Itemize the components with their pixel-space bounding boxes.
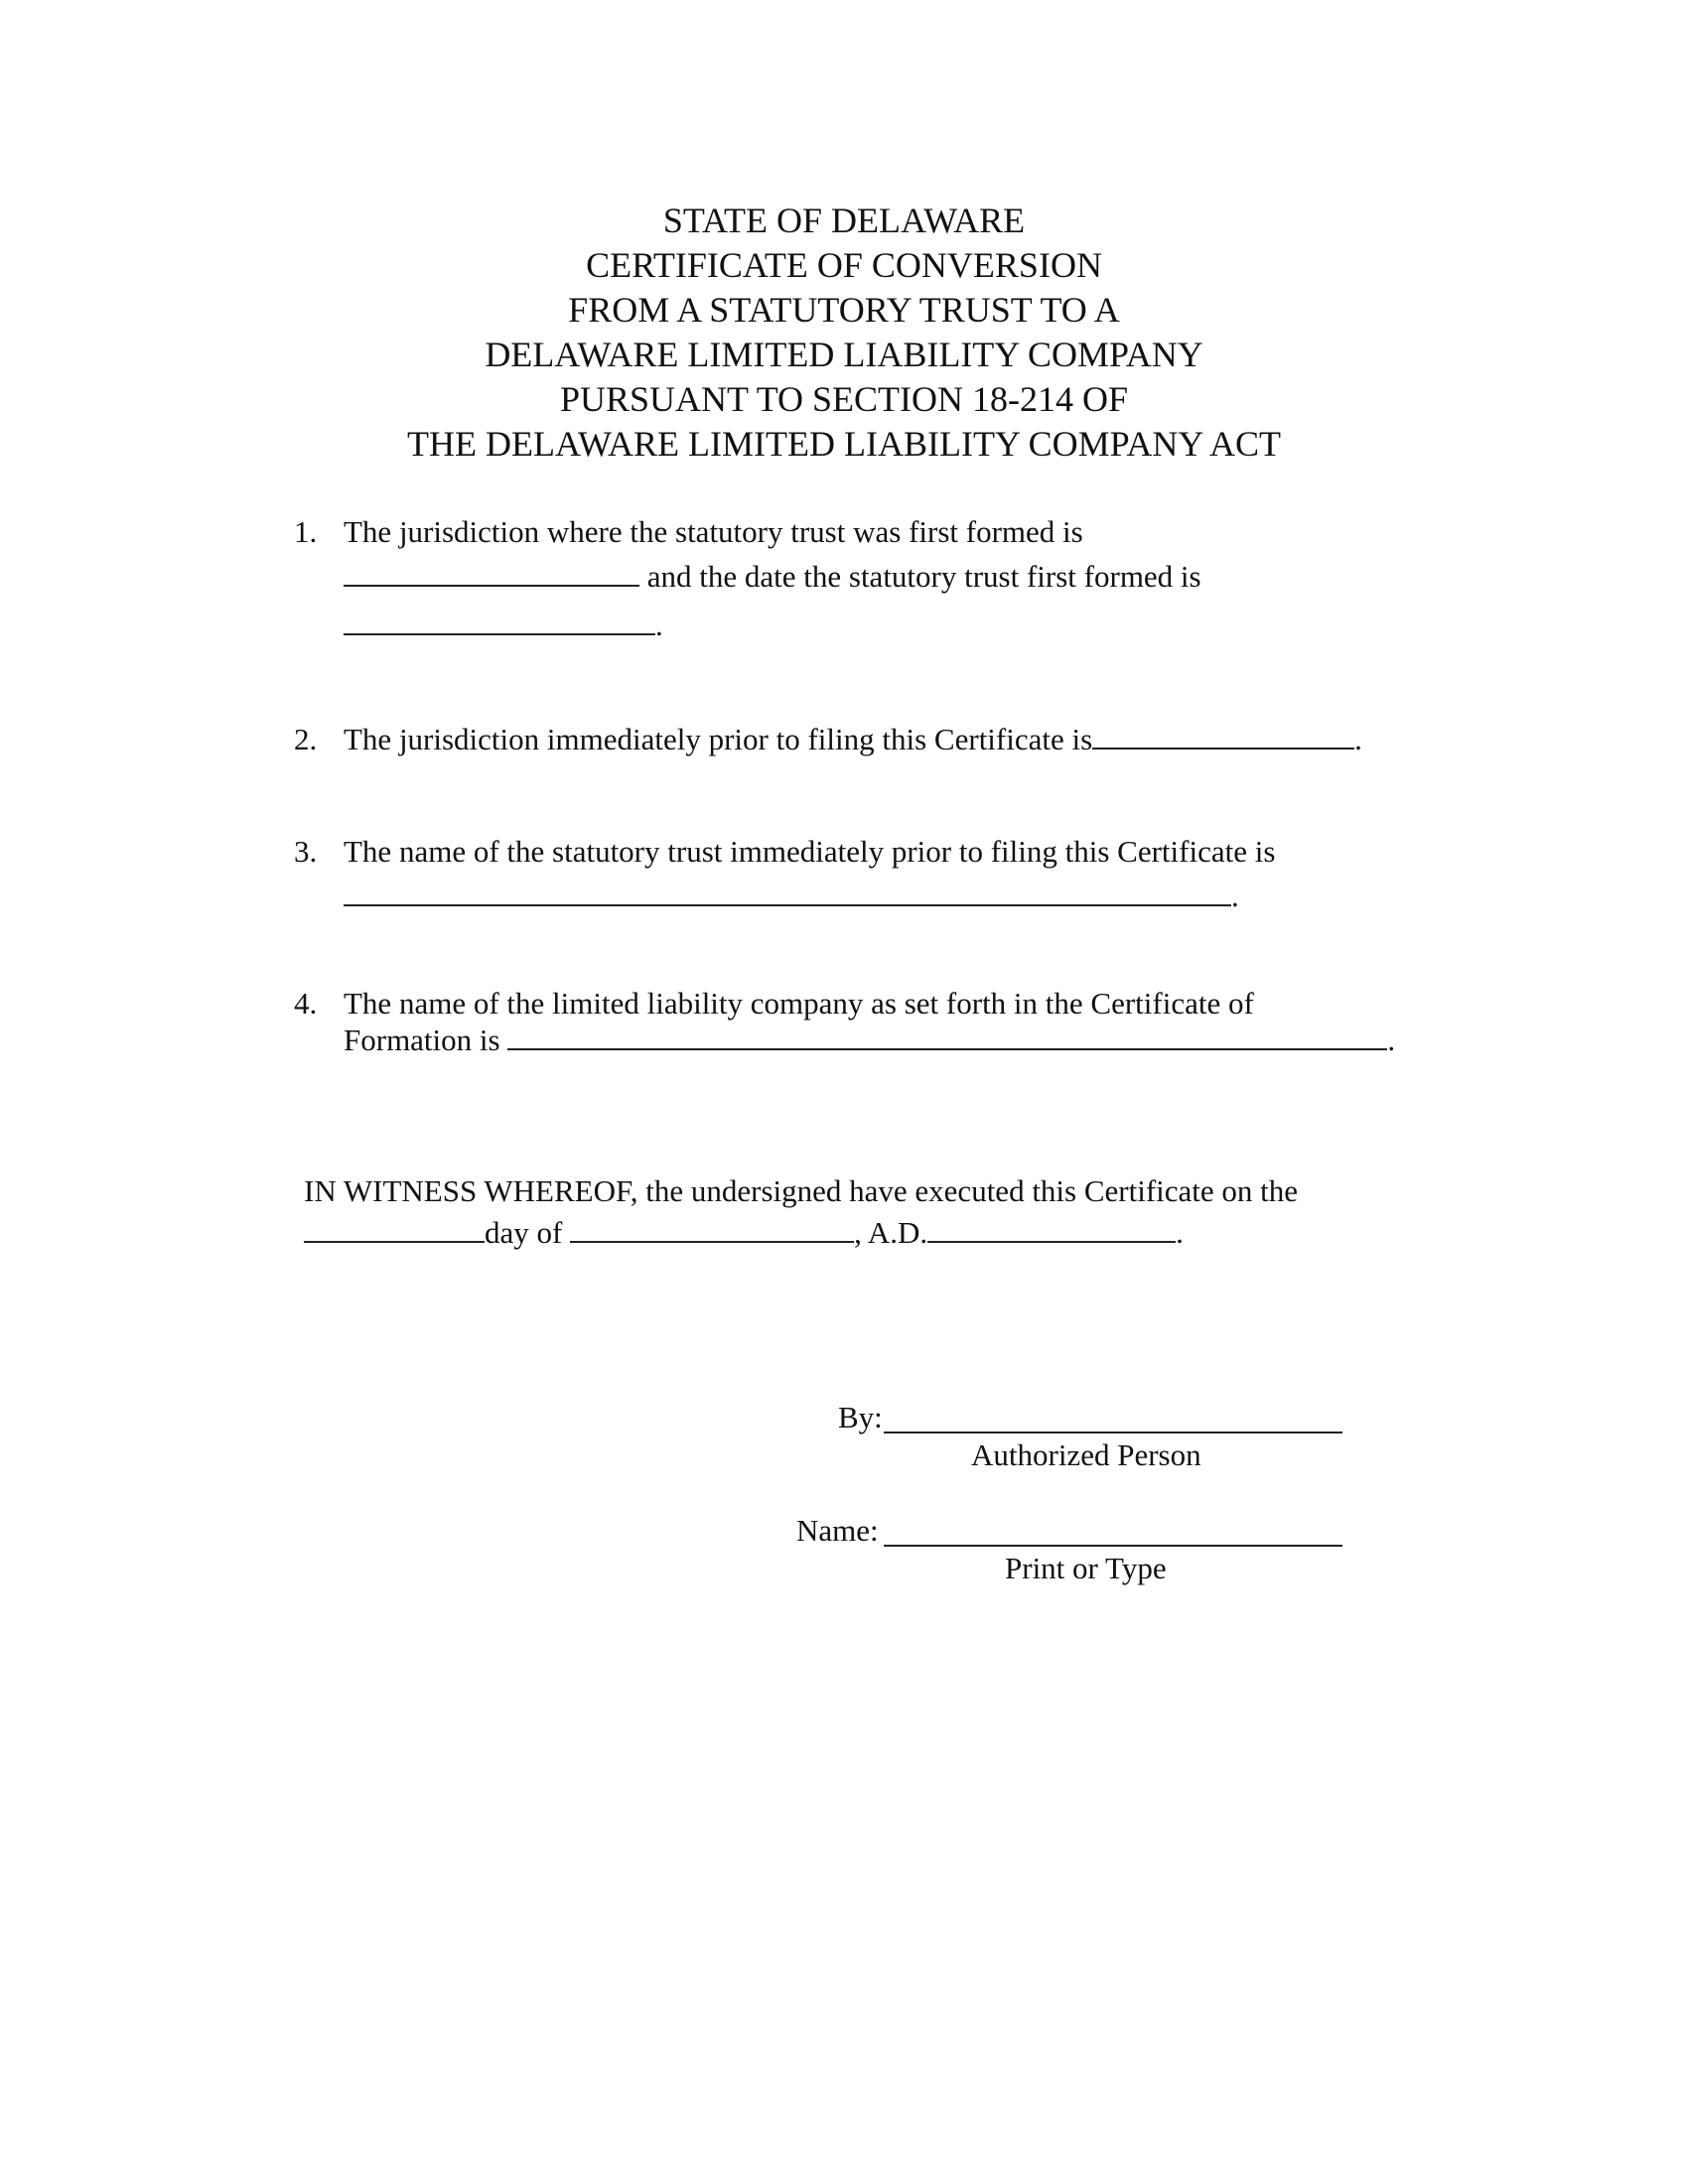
item-number: 1.: [294, 514, 318, 549]
by-label: By:: [838, 1400, 883, 1434]
month-blank[interactable]: [570, 1211, 854, 1243]
day-blank[interactable]: [304, 1211, 485, 1243]
witness-end: .: [1176, 1215, 1184, 1250]
item-4-line-1: The name of the limited liability company as set forth in the Certificate of: [344, 986, 1254, 1021]
item-2-text: The jurisdiction immediately prior to filing this Certificate is: [344, 722, 1093, 756]
item-4-line-2: [344, 1018, 1395, 1062]
title-line-from: FROM A STATUTORY TRUST TO A: [568, 290, 1120, 330]
title-line-company: DELAWARE LIMITED LIABILITY COMPANY: [485, 335, 1203, 374]
printed-name-line[interactable]: [884, 1545, 1342, 1547]
item-1-line-2: [344, 554, 1201, 599]
ad-text: , A.D.: [854, 1215, 928, 1250]
print-or-type-caption: Print or Type: [1005, 1551, 1167, 1585]
item-4: [294, 981, 1395, 1062]
item-2-line-1: [344, 717, 1362, 761]
item-1-line-2-text: and the date the statutory trust first formed is: [639, 559, 1201, 594]
item-number: 2.: [294, 722, 318, 756]
authorized-person-signature-line[interactable]: [884, 1432, 1342, 1433]
item-4-end: .: [1387, 1023, 1396, 1057]
day-of-text: day of: [485, 1215, 571, 1250]
item-number: 3.: [294, 834, 318, 869]
jurisdiction-formed-blank[interactable]: [344, 555, 639, 587]
name-label: Name:: [796, 1513, 879, 1548]
item-2-end: .: [1354, 722, 1362, 756]
item-3: [294, 829, 1275, 918]
item-1-line-1: The jurisdiction where the statutory trust was first formed is: [344, 514, 1083, 549]
trust-name-blank[interactable]: [344, 875, 1231, 906]
item-number: 4.: [294, 986, 318, 1021]
prior-jurisdiction-blank[interactable]: [1092, 718, 1354, 750]
witness-clause: [304, 1171, 1298, 1253]
item-1: [294, 509, 1201, 647]
document-title: [0, 199, 1688, 467]
item-3-end: .: [1231, 879, 1239, 913]
authorized-person-caption: Authorized Person: [971, 1437, 1201, 1472]
item-2: [294, 717, 1362, 761]
item-4-line-2-text: Formation is: [344, 1023, 508, 1057]
title-line-certificate: CERTIFICATE OF CONVERSION: [586, 245, 1102, 285]
witness-line-2: [304, 1211, 1298, 1253]
date-formed-blank[interactable]: [344, 604, 655, 635]
llc-name-blank[interactable]: [507, 1019, 1387, 1050]
year-blank[interactable]: [927, 1211, 1176, 1243]
title-line-act: THE DELAWARE LIMITED LIABILITY COMPANY ACT: [406, 424, 1282, 464]
title-line-pursuant: PURSUANT TO SECTION 18-214 OF: [559, 379, 1129, 419]
item-1-end: .: [655, 608, 663, 642]
item-3-line-2: [344, 874, 1275, 918]
item-3-line-1: The name of the statutory trust immediately prior to filing this Certificate is: [344, 834, 1276, 869]
title-line-state: STATE OF DELAWARE: [662, 201, 1026, 240]
witness-line-1: IN WITNESS WHEREOF, the undersigned have executed this Certificate on the: [304, 1173, 1299, 1208]
item-1-line-3: [344, 603, 1201, 647]
